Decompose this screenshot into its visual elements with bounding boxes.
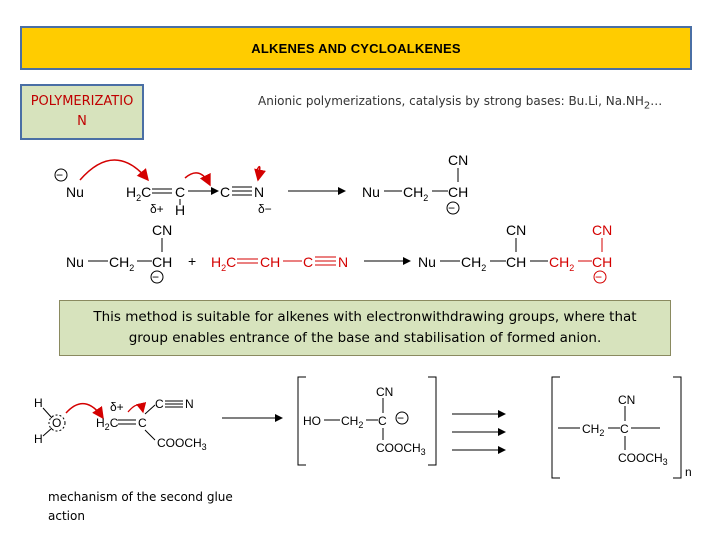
svg-text:−: − bbox=[595, 270, 603, 284]
partial-positive: δ+ bbox=[150, 202, 164, 216]
svg-text:CN: CN bbox=[152, 222, 173, 238]
cn-label: CN bbox=[448, 152, 469, 168]
svg-text:C: C bbox=[303, 254, 314, 270]
svg-text:δ+: δ+ bbox=[110, 400, 124, 414]
h2c-label: $H_2C$ bbox=[126, 184, 152, 203]
svg-text:COOCH3: $COOCH_3$ bbox=[376, 441, 426, 457]
svg-text:CH2: $CH_2$ bbox=[461, 254, 487, 273]
hydrogen-label: H bbox=[175, 202, 186, 218]
reaction-2 bbox=[66, 222, 612, 284]
nitrogen-label: N bbox=[254, 184, 265, 200]
svg-text:CN: CN bbox=[376, 385, 394, 399]
svg-text:CH2: $CH_2$ bbox=[582, 422, 605, 438]
svg-text:Nu: Nu bbox=[66, 254, 84, 270]
nucleophile-label: Nu bbox=[66, 184, 84, 200]
svg-text:C: C bbox=[155, 397, 164, 411]
svg-text:H2C: $H_2C$ bbox=[96, 416, 119, 432]
slide-title: ALKENES AND CYCLOALKENES bbox=[20, 26, 692, 70]
svg-text:C: C bbox=[220, 184, 231, 200]
svg-text:C: C bbox=[138, 416, 147, 430]
caption: mechanism of the second glue action bbox=[48, 490, 233, 523]
svg-text:CN: CN bbox=[506, 222, 527, 238]
svg-text:HO: HO bbox=[303, 414, 321, 428]
svg-text:CH: CH bbox=[592, 254, 613, 270]
svg-text:−: − bbox=[152, 270, 160, 284]
svg-text:N: N bbox=[338, 254, 349, 270]
charge-sign: − bbox=[56, 168, 64, 182]
svg-text:CN: CN bbox=[592, 222, 613, 238]
note-text: This method is suitable for alkenes with electronwithdrawing groups, where that group enables entrance of the base and stabilisation of formed anion. bbox=[93, 309, 637, 346]
svg-text:CH: CH bbox=[152, 254, 173, 270]
svg-text:Nu: Nu bbox=[362, 184, 380, 200]
svg-text:COOCH3: $COOCH_3$ bbox=[157, 436, 207, 452]
carbon-label: C bbox=[175, 184, 186, 200]
svg-text:COOCH3: $COOCH_3$ bbox=[618, 451, 668, 467]
svg-text:CH: CH bbox=[260, 254, 281, 270]
bracket-right bbox=[428, 377, 436, 465]
svg-text:−: − bbox=[397, 411, 405, 425]
electron-arrow-icon bbox=[80, 160, 148, 180]
svg-text:H: H bbox=[34, 432, 43, 446]
svg-text:CH: CH bbox=[506, 254, 527, 270]
svg-text:CH2: $CH_2$ bbox=[109, 254, 135, 273]
svg-text:CH2: $CH_2$ bbox=[549, 254, 575, 273]
svg-text:C: C bbox=[620, 422, 629, 436]
svg-text:−: − bbox=[448, 201, 456, 215]
electron-arrow-icon bbox=[185, 173, 210, 185]
svg-text:CN: CN bbox=[618, 393, 636, 407]
ch-label: CH bbox=[448, 184, 469, 200]
reaction-3 bbox=[34, 377, 692, 479]
ch2-label: $CH_2$ bbox=[403, 184, 429, 203]
oxygen-label: O bbox=[52, 416, 62, 430]
svg-text:N: N bbox=[185, 397, 194, 411]
partial-negative: δ− bbox=[258, 202, 272, 216]
acrylonitrile-h2c: $H_2C$ bbox=[211, 254, 237, 273]
svg-text:CH2: $CH_2$ bbox=[341, 414, 364, 430]
svg-text:Nu: Nu bbox=[418, 254, 436, 270]
subtitle: Anionic polymerizations, catalysis by strong bases: Bu.Li, $Na.NH_2\dots$ bbox=[258, 94, 663, 112]
repeat-index: n bbox=[685, 465, 692, 479]
bracket-right bbox=[673, 377, 681, 478]
plus-sign: + bbox=[188, 253, 197, 269]
reaction-1 bbox=[55, 152, 468, 218]
svg-text:C: C bbox=[378, 414, 387, 428]
svg-text:H: H bbox=[34, 396, 43, 410]
topic-label: POLYMERIZATION bbox=[30, 94, 134, 129]
